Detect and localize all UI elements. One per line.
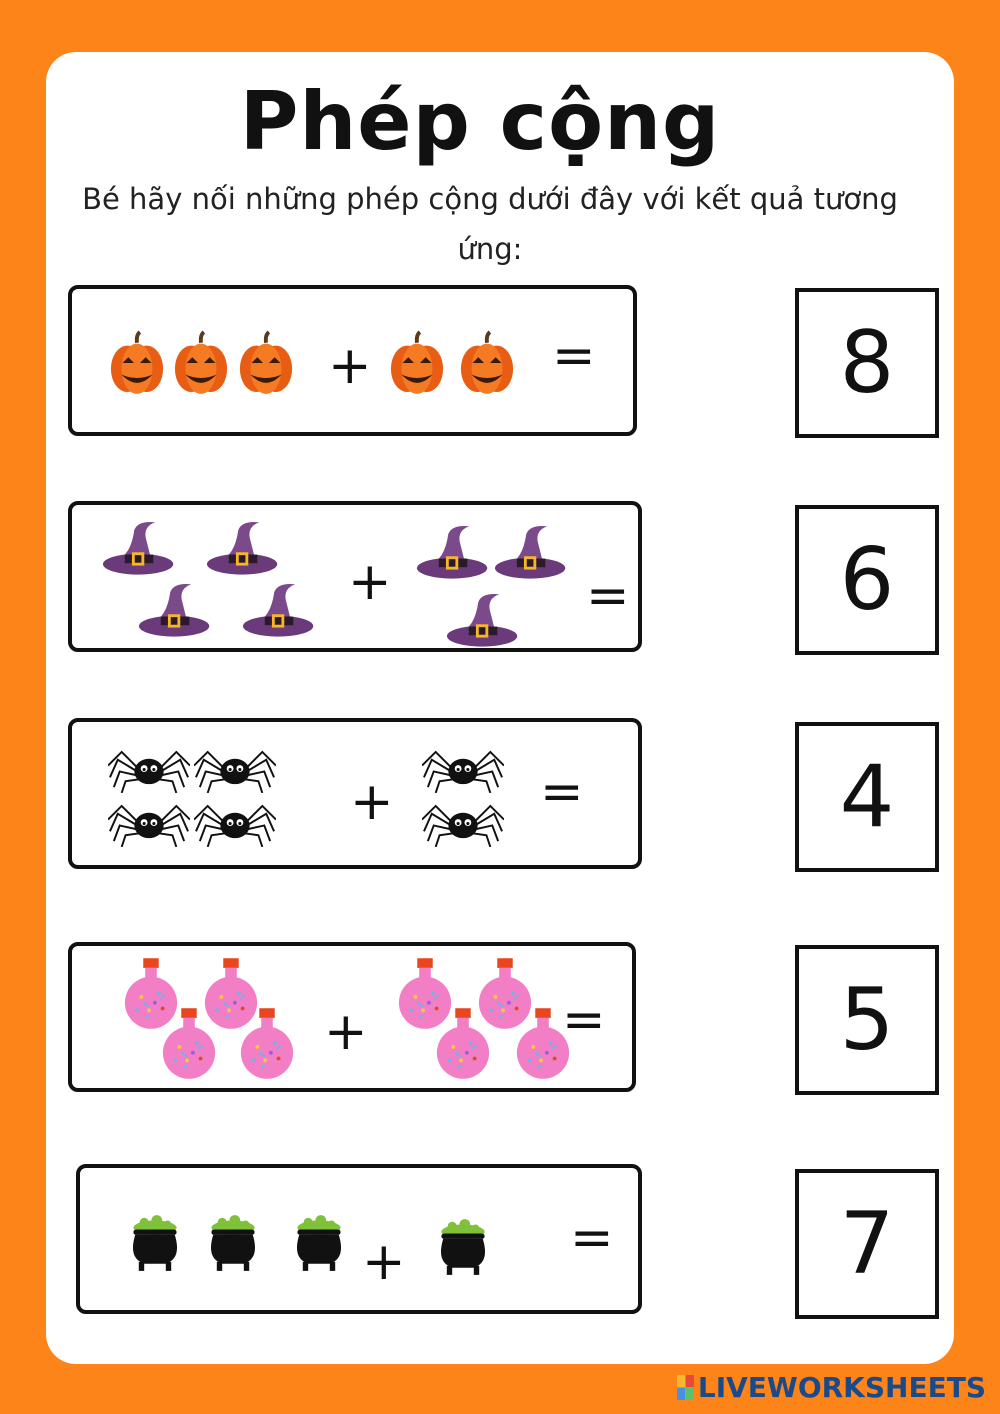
result-number: 5 <box>839 970 895 1070</box>
plus-sign: + <box>350 772 394 832</box>
pumpkin-icon <box>172 330 230 396</box>
spider-icon <box>108 802 190 847</box>
plus-sign: + <box>362 1232 406 1292</box>
pumpkin-icon <box>388 330 446 396</box>
equals-sign: = <box>570 1208 614 1268</box>
spider-icon <box>108 748 190 793</box>
result-number: 8 <box>839 313 895 413</box>
cauldron-icon <box>206 1212 260 1274</box>
witch-hat-icon <box>446 590 522 650</box>
plus-sign: + <box>348 552 392 612</box>
witch-hat-icon <box>102 518 178 578</box>
equals-sign: = <box>540 762 584 822</box>
result-box-4[interactable] <box>795 945 939 1095</box>
plus-sign: + <box>328 336 372 396</box>
pumpkin-icon <box>458 330 516 396</box>
result-number: 6 <box>839 530 895 630</box>
plus-sign: + <box>324 1002 368 1062</box>
potion-bottle-icon <box>160 1008 218 1080</box>
cauldron-icon <box>128 1212 182 1274</box>
witch-hat-icon <box>138 580 214 640</box>
witch-hat-icon <box>416 522 492 582</box>
result-box-1[interactable] <box>795 288 939 438</box>
result-box-2[interactable] <box>795 505 939 655</box>
brand-text: LIVEWORKSHEETS <box>697 1371 986 1404</box>
potion-bottle-icon <box>434 1008 492 1080</box>
result-number: 7 <box>839 1194 895 1294</box>
liveworksheets-logo-icon <box>677 1375 694 1400</box>
equals-sign: = <box>552 326 596 386</box>
cauldron-icon <box>436 1216 490 1278</box>
equals-sign: = <box>562 990 606 1050</box>
instruction-text: Bé hãy nối những phép cộng dưới đây với kết quả tương ứng: <box>82 182 898 266</box>
result-box-5[interactable] <box>795 1169 939 1319</box>
result-box-3[interactable] <box>795 722 939 872</box>
witch-hat-icon <box>242 580 318 640</box>
witch-hat-icon <box>494 522 570 582</box>
spider-icon <box>422 802 504 847</box>
result-number: 4 <box>839 747 895 847</box>
spider-icon <box>194 802 276 847</box>
page-title: Phép cộng <box>239 75 721 168</box>
liveworksheets-brand[interactable] <box>677 1371 986 1404</box>
spider-icon <box>194 748 276 793</box>
spider-icon <box>422 748 504 793</box>
potion-bottle-icon <box>238 1008 296 1080</box>
pumpkin-icon <box>237 330 295 396</box>
pumpkin-icon <box>108 330 166 396</box>
witch-hat-icon <box>206 518 282 578</box>
equals-sign: = <box>586 566 630 626</box>
cauldron-icon <box>292 1212 346 1274</box>
